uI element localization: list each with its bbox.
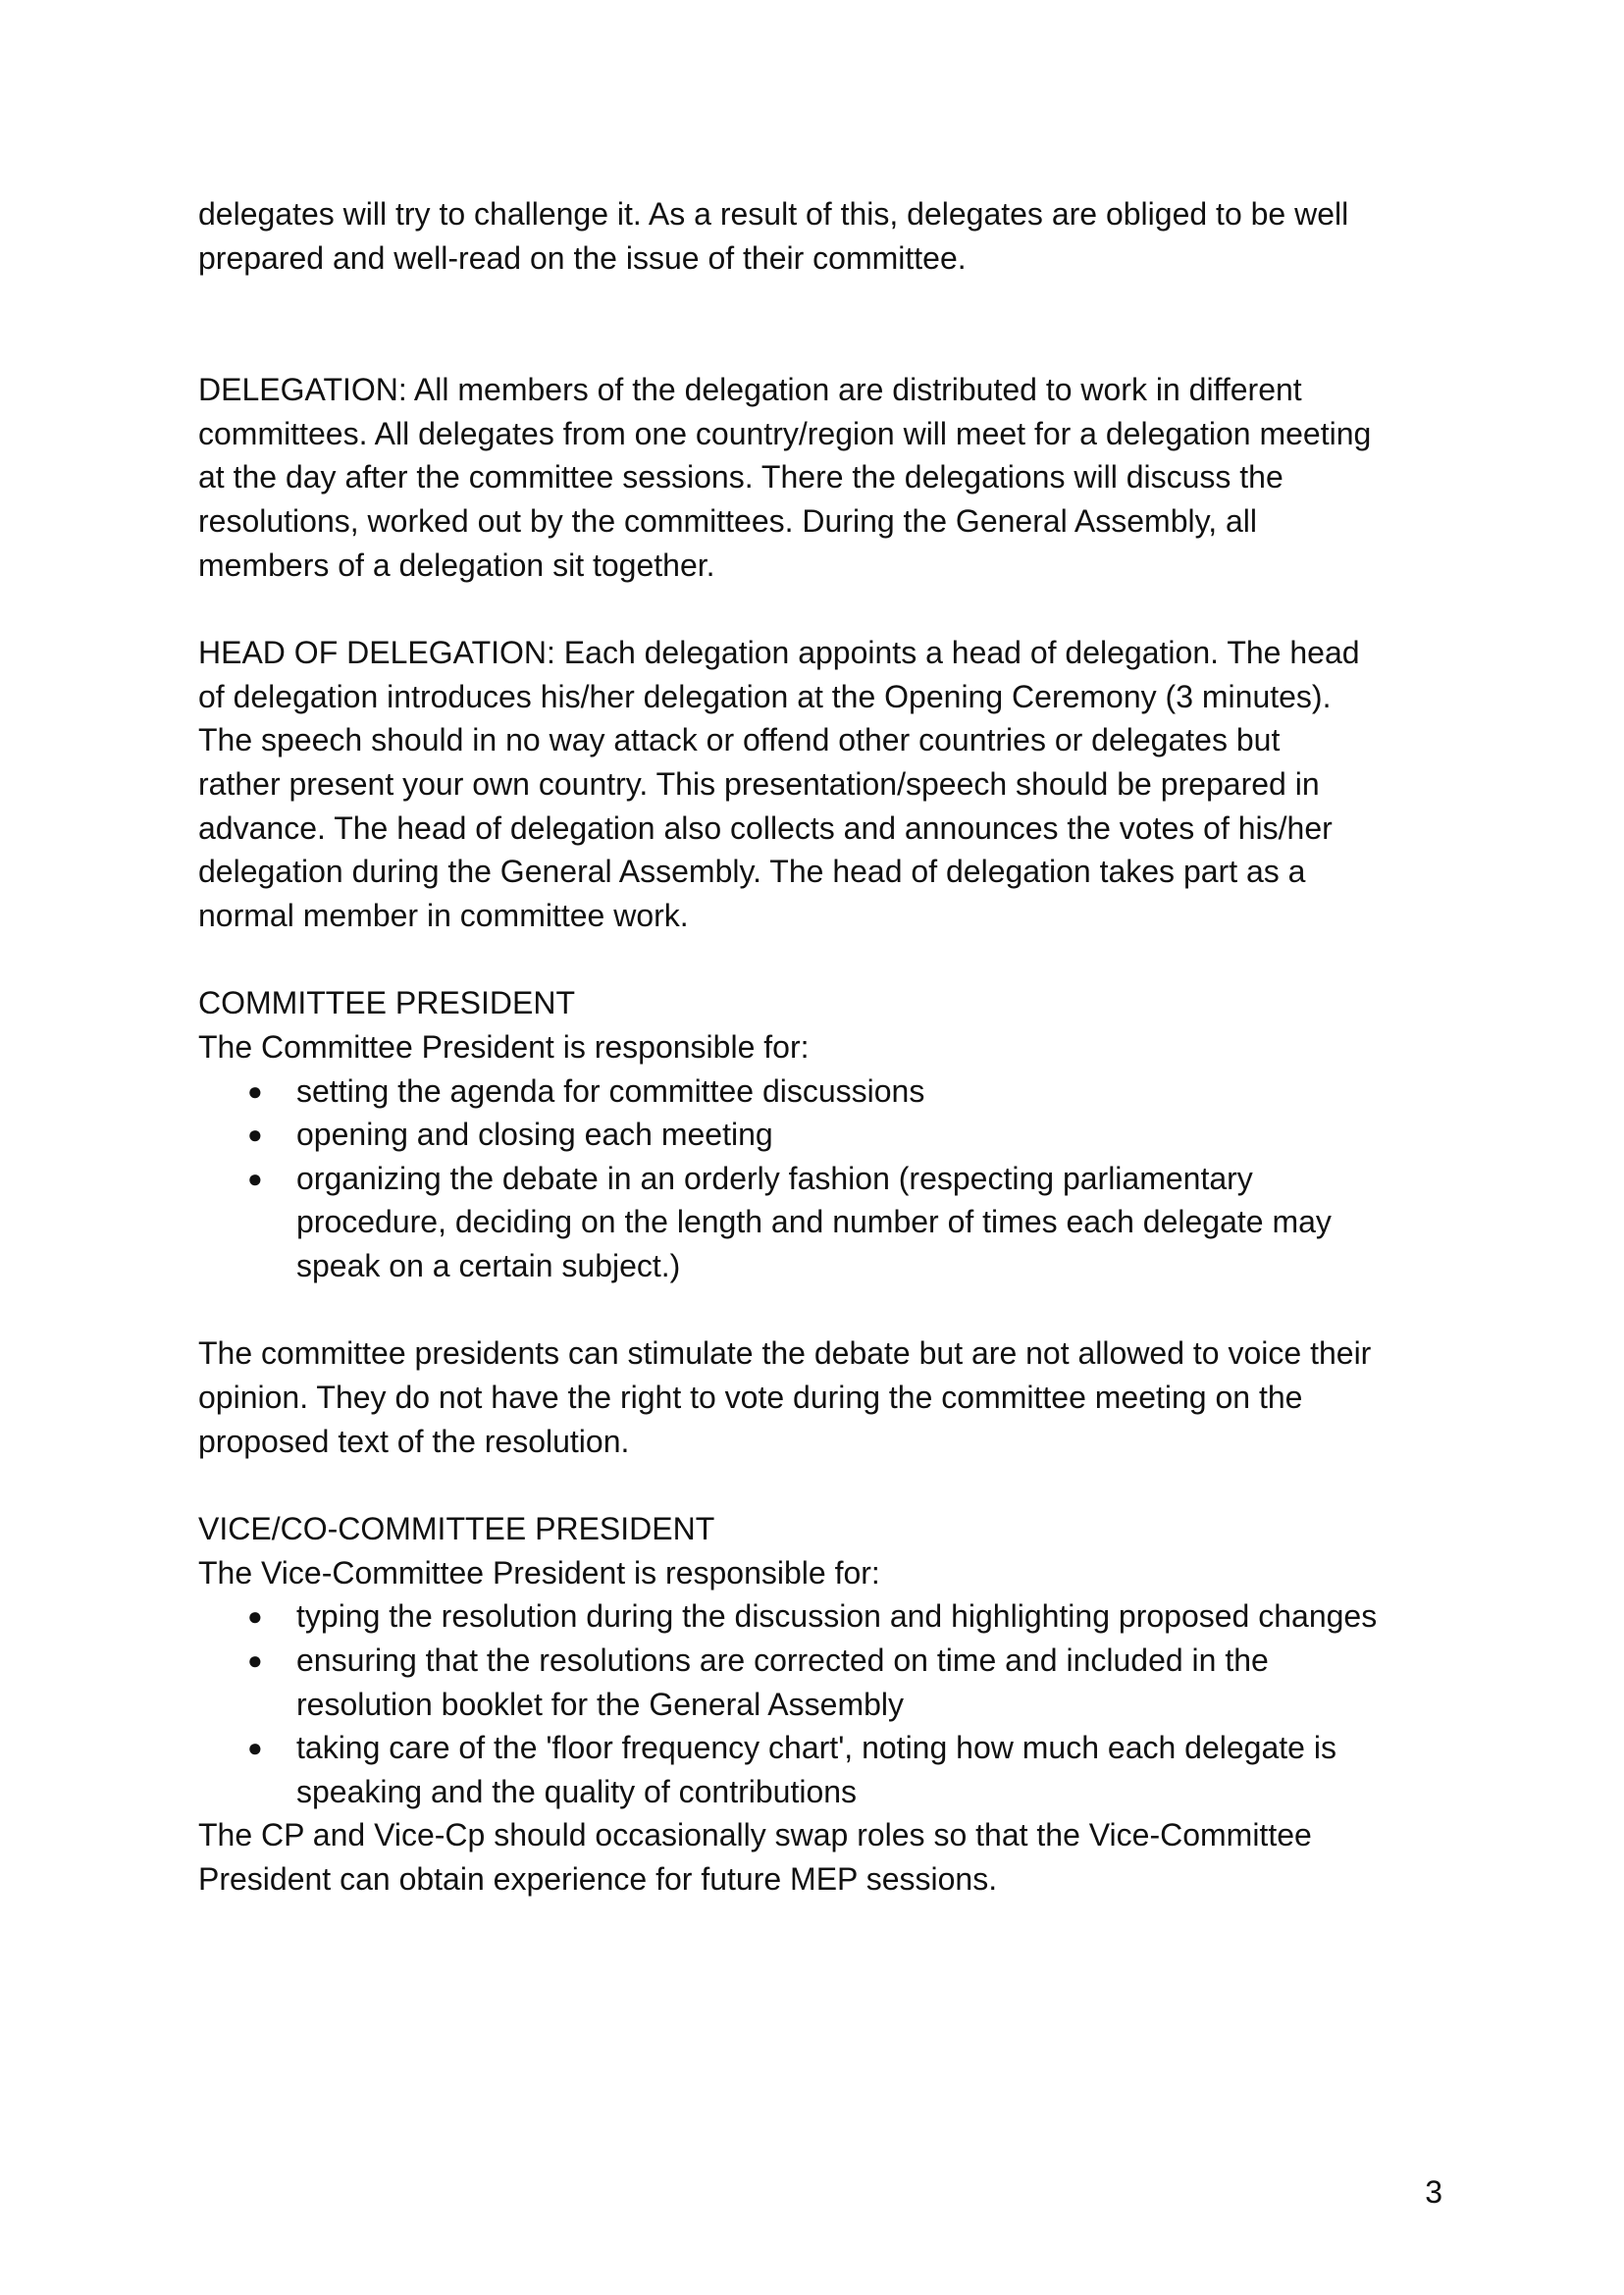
list-item [198,1594,1440,1639]
delegation-paragraph [198,368,1440,587]
list-item [198,1157,1440,1288]
text-line: resolutions, worked out by the committees. During the General Assembly, all [198,502,1258,539]
list-item-text: procedure, deciding on the length and number of times each delegate may [296,1204,1332,1240]
committee-president-note [198,1331,1440,1463]
vice-committee-president-note [198,1813,1440,1901]
bullet-icon: ● [247,1645,263,1676]
text-line: President can obtain experience for future MEP sessions. [198,1861,998,1897]
list-item-text: organizing the debate in an orderly fashion (respecting parliamentary [296,1160,1253,1196]
text-line: opinion. They do not have the right to vote during the committee meeting on the [198,1380,1303,1416]
bullet-list [198,1594,1440,1813]
committee-president-section [198,981,1440,1463]
text-line: normal member in committee work. [198,897,689,933]
bullet-list [198,1069,1440,1288]
vice-committee-president-section [198,1507,1440,1901]
list-item-text: setting the agenda for committee discussions [296,1072,925,1109]
text-line: rather present your own country. This presentation/speech should be prepared in [198,765,1320,802]
text-line: The committee presidents can stimulate the debate but are not allowed to voice their [198,1335,1372,1372]
bullet-icon: ● [247,1163,263,1193]
text-line: at the day after the committee sessions. There the delegations will discuss the [198,459,1283,496]
bullet-icon: ● [247,1601,263,1632]
bullet-icon: ● [247,1733,263,1763]
text-line: delegates will try to challenge it. As a result of this, delegates are obliged to be well [198,196,1349,232]
list-item-text: speak on a certain subject.) [296,1247,681,1283]
list-item [198,1639,1440,1726]
section-heading: VICE/CO-COMMITTEE PRESIDENT [198,1511,715,1547]
list-item-text: ensuring that the resolutions are corrected on time and included in the [296,1643,1269,1679]
list-item [198,1113,1440,1157]
text-line: The CP and Vice-Cp should occasionally swap roles so that the Vice-Committee [198,1817,1312,1853]
section-intro: The Vice-Committee President is responsible for: [198,1554,880,1591]
list-item-text: typing the resolution during the discussion and highlighting proposed changes [296,1598,1378,1635]
list-item-text: taking care of the 'floor frequency chart', noting how much each delegate is [296,1730,1336,1766]
text-line: HEAD OF DELEGATION: Each delegation appoints a head of delegation. The head [198,635,1360,671]
list-item-text: opening and closing each meeting [296,1117,773,1153]
list-item [198,1726,1440,1813]
list-item-text: resolution booklet for the General Assembly [296,1686,904,1722]
text-line: delegation during the General Assembly. The head of delegation takes part as a [198,854,1306,890]
text-line: DELEGATION: All members of the delegation are distributed to work in different [198,372,1302,408]
document-page [198,192,1440,1902]
page-number: 3 [1425,2174,1442,2210]
bullet-icon: ● [247,1075,263,1106]
list-item [198,1069,1440,1114]
text-line: advance. The head of delegation also collects and announces the votes of his/her [198,809,1333,846]
intro-paragraph [198,192,1440,280]
text-line: The speech should in no way attack or offend other countries or delegates but [198,722,1281,758]
section-heading: COMMITTEE PRESIDENT [198,985,576,1021]
text-line: prepared and well-read on the issue of their committee. [198,239,967,276]
text-line: committees. All delegates from one country/region will meet for a delegation meeting [198,415,1372,451]
bullet-icon: ● [247,1120,263,1150]
text-line: proposed text of the resolution. [198,1423,630,1459]
section-intro: The Committee President is responsible for: [198,1028,810,1065]
list-item-text: speaking and the quality of contributions [296,1773,858,1809]
head-of-delegation-paragraph [198,631,1440,937]
text-line: members of a delegation sit together. [198,547,715,583]
text-line: of delegation introduces his/her delegation at the Opening Ceremony (3 minutes). [198,678,1332,714]
